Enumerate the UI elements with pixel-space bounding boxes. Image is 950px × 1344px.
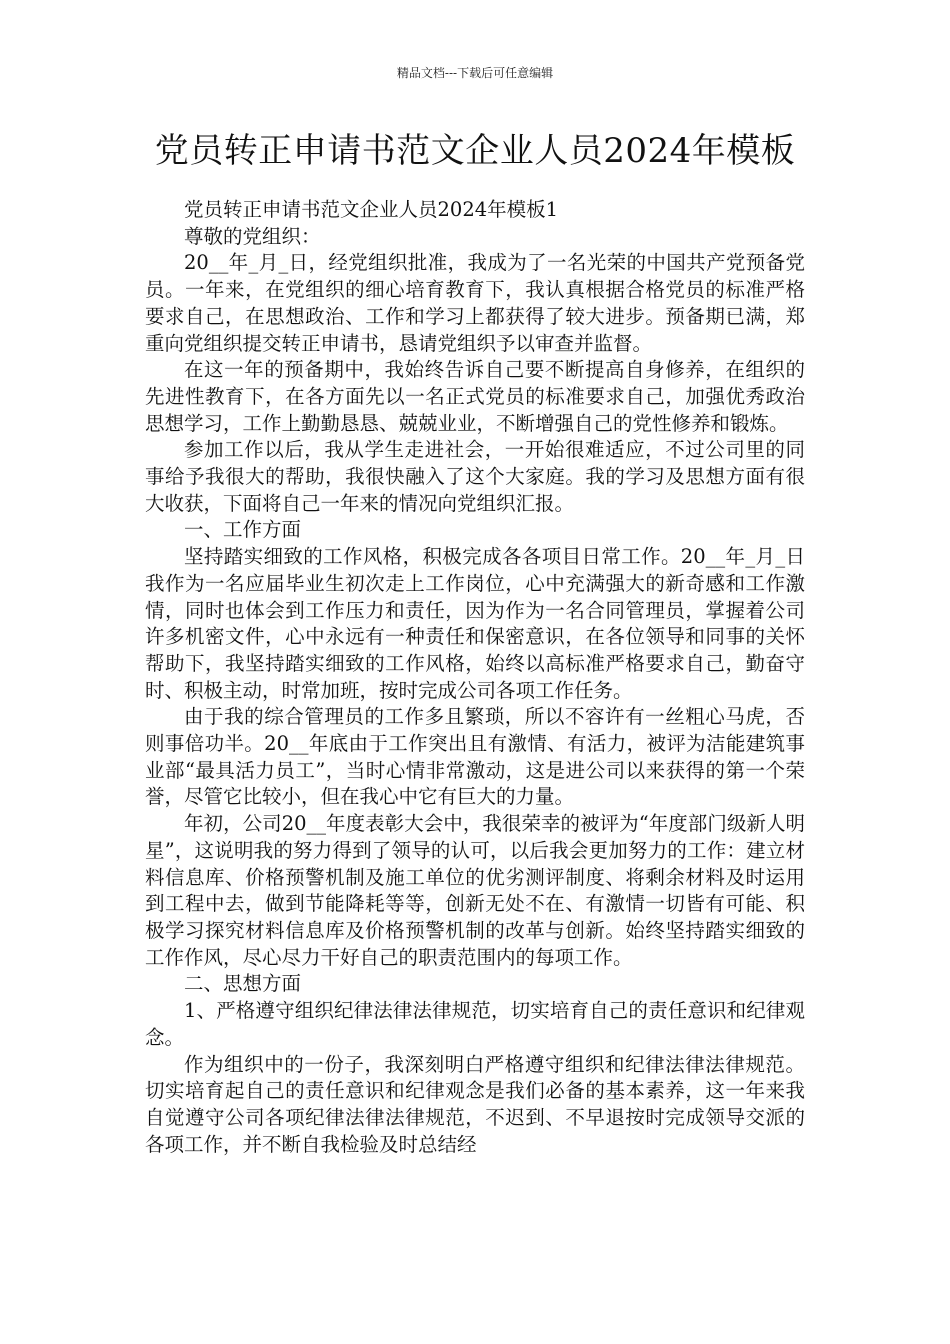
subtitle-paragraph: 党员转正申请书范文企业人员2024年模板1 xyxy=(184,198,559,221)
body-paragraph: 作为组织中的一份子，我深刻明白严格遵守组织和纪律法律法律规范。切实培育起自己的责任意识和纪律观念是我们必备的基本素养，这一年来我自觉遵守公司各项纪律法律法律规范，不迟到、不早退按时完成领导交派的各项工作，并不断自我检验及时总结经 xyxy=(145,1052,805,1156)
body-paragraph: 年初，公司20__年度表彰大会中，我很荣幸的被评为“年度部门级新人明星”，这说明我的努力得到了领导的认可，以后我会更加努力的工作：建立材料信息库、价格预警机制及施工单位的优劣测评制度、将剩余材料及时运用到工程中去，做到节能降耗等等，创新无处不在、有激情一切皆有可能、积极学习探究材料信息库及价格预警机制的改革与创新。始终坚持踏实细致的工作作风，尽心尽力干好自己的职责范围内的每项工作。 xyxy=(145,812,805,969)
document-body xyxy=(145,197,805,1158)
section-heading: 二、思想方面 xyxy=(184,972,302,996)
body-paragraph: 在这一年的预备期中，我始终告诉自己要不断提高自身修养，在组织的先进性教育下，在各方面先以一名正式党员的标准要求自己，加强优秀政治思想学习，工作上勤勤恳恳、兢兢业业，不断增强自己的党性修养和锻炼。 xyxy=(145,358,805,435)
section-heading: 一、工作方面 xyxy=(184,518,302,542)
document-title: 党员转正申请书范文企业人员2024年模板 xyxy=(154,131,796,171)
body-paragraph: 由于我的综合管理员的工作多且繁琐，所以不容许有一丝粗心马虎，否则事倍功半。20__年底由于工作突出且有激情、有活力，被评为洁能建筑事业部“最具活力员工”，当时心情非常激动，这是进公司以来获得的第一个荣誉，尽管它比较小，但在我心中它有巨大的力量。 xyxy=(145,705,805,809)
salutation-paragraph: 尊敬的党组织： xyxy=(184,224,321,248)
body-paragraph: 1、严格遵守组织纪律法律法律规范，切实培育自己的责任意识和纪律观念。 xyxy=(145,999,805,1049)
page-header-note: 精品文档---下载后可任意编辑 xyxy=(396,66,554,80)
body-paragraph: 参加工作以后，我从学生走进社会，一开始很难适应，不过公司里的同事给予我很大的帮助，我很快融入了这个大家庭。我的学习及思想方面有很大收获，下面将自己一年来的情况向党组织汇报。 xyxy=(145,438,805,515)
body-paragraph: 坚持踏实细致的工作风格，积极完成各各项目日常工作。20__年_月_日我作为一名应届毕业生初次走上工作岗位，心中充满强大的新奇感和工作激情，同时也体会到工作压力和责任，因为作为一名合同管理员，掌握着公司许多机密文件，心中永远有一种责任和保密意识，在各位领导和同事的关怀帮助下，我坚持踏实细致的工作风格，始终以高标准严格要求自己，勤奋守时、积极主动，时常加班，按时完成公司各项工作任务。 xyxy=(145,545,805,702)
body-paragraph: 20__年_月_日，经党组织批准，我成为了一名光荣的中国共产党预备党员。一年来，在党组织的细心培育教育下，我认真根据合格党员的标准严格要求自己，在思想政治、工作和学习上都获得了较大进步。预备期已满，郑重向党组织提交转正申请书，恳请党组织予以审查并监督。 xyxy=(145,251,805,355)
